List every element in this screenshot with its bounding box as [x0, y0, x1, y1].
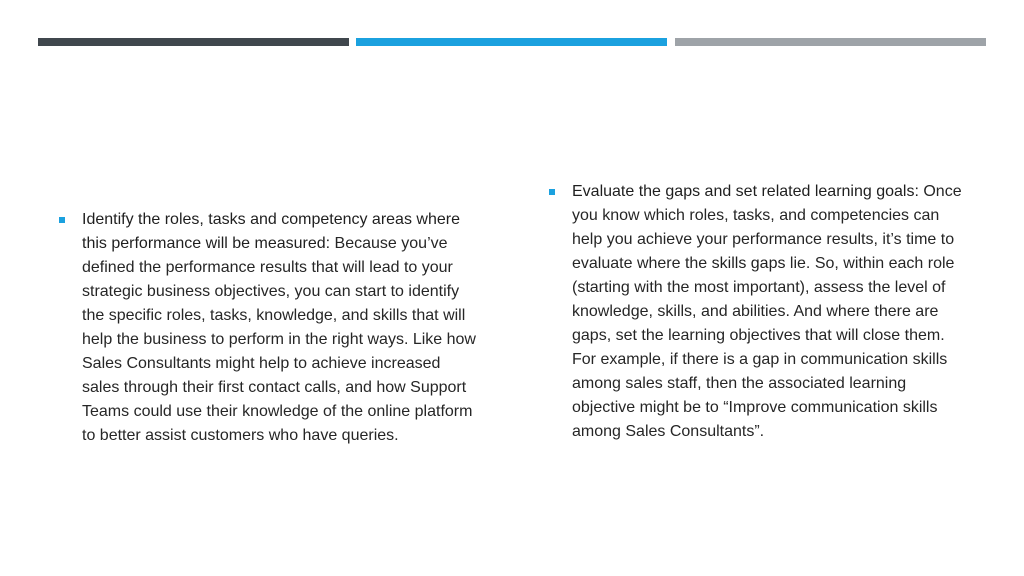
- bullet-body-text: Once you know which roles, tasks, and competencies can help you achieve your performance results, it’s time to evaluate where the: [572, 183, 962, 272]
- square-bullet-icon: [549, 189, 555, 195]
- bullet-body-text-continued: lie. So, within each role (starting with the most important), assess the level of knowledge, skills, and abilities. And where there are gaps, set the learning objectives that will close them. For example, if there is a gap in communication skills among sales staff, then the associated learning objective might be to “Improve communication skills among Sales Consultants”.: [572, 255, 955, 440]
- accent-bar-blue: [356, 38, 667, 46]
- square-bullet-icon: [59, 217, 65, 223]
- emphasis-skills-gaps: skills gaps: [711, 255, 786, 272]
- bullet-lead-text: Evaluate the gaps and set related learning goals:: [572, 183, 919, 200]
- bullet-item-evaluate-gaps: [548, 180, 972, 444]
- header-accent-bars: [38, 38, 986, 46]
- right-column: [548, 180, 972, 444]
- bullet-lead-text: Identify the roles, tasks and competency areas where this performance will be measured:: [82, 211, 460, 252]
- left-column: [58, 208, 478, 448]
- bullet-body-text: Because you’ve defined the performance results that will lead to your strategic business objectives, you can start to identify the specific roles, tasks, knowledge, and skills that will help the business to perform in the right ways. Like how Sales Consultants might help to achieve increased sales through their first contact calls, and how Support Teams could use their knowledge of the online platform to better assist customers who have queries.: [82, 235, 476, 444]
- bullet-item-roles-tasks: [58, 208, 478, 448]
- accent-bar-gray: [675, 38, 986, 46]
- accent-bar-dark: [38, 38, 349, 46]
